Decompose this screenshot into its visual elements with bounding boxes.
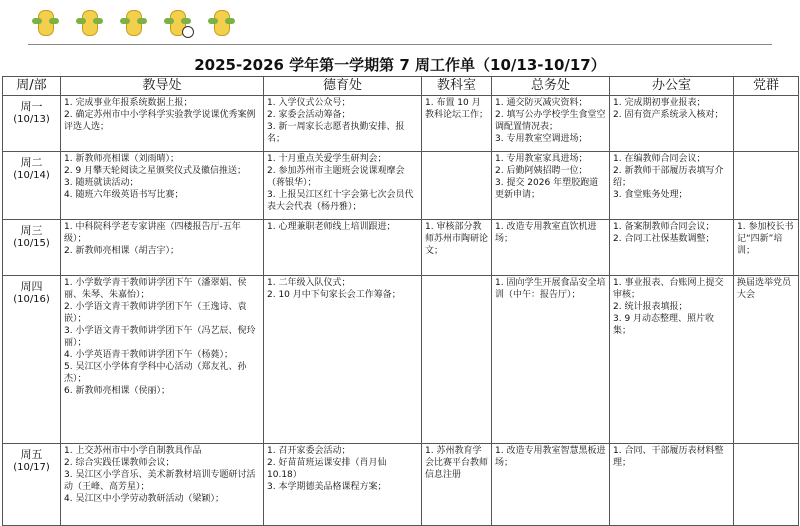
task-item: 2. 综合实践任课教师会议； [64,458,175,468]
task-cell [734,276,799,444]
task-item: 3. 9 月动态整理、照片收集； [613,314,715,336]
table-header-row [3,77,799,96]
task-cell [734,152,799,220]
task-item: 1. 通交防灭减灾资料； [495,98,588,108]
date-label: (10/14) [13,170,50,181]
table-row [3,276,799,444]
task-cell [264,276,422,444]
date-label: (10/17) [13,462,50,473]
task-item: 1. 参加校长书记“四新”培训； [737,222,794,256]
task-item: 3. 提交 2026 年塑胶跑道更新申请； [495,178,599,200]
task-cell [264,96,422,152]
task-item: 3. 小学语文青干教师讲学团下午（冯艺辰、倪玲丽）； [64,326,256,348]
task-item: 2. 新教师亮相课（胡吉宇）； [64,246,179,256]
header-rule [28,44,772,45]
task-item: 3. 吴江区小学音乐、美术新教材培训专题研讨活动（王峰、高芳星）； [64,470,256,492]
task-cell [492,152,610,220]
day-cell [3,444,61,526]
task-cell [61,96,264,152]
day-label: 周一 [20,100,43,113]
task-cell [610,220,734,276]
header-cell: 德育处 [264,77,422,96]
task-item: 1. 心理兼职老师线上培训跟进； [267,222,396,232]
task-item: 6. 新教师亮相课（侯丽）； [64,386,170,396]
task-item: 2. 10 月中下旬家长会工作筹备； [267,290,401,300]
task-cell [734,96,799,152]
task-item: 1. 小学数学青干教师讲学团下午（潘翠娟、侯丽、朱琴、朱嘉怡）； [64,278,247,300]
header-cell: 教科室 [422,77,492,96]
task-item: 2. 参加苏州市主题班会说课观摩会（蒋银华）； [267,166,405,188]
task-item: 换届选举党员大会 [737,278,792,300]
task-item: 1. 审核部分教师苏州市陶研论文； [425,222,489,256]
task-item: 2. 合同工社保基数调整； [613,234,715,244]
task-item: 2. 确定苏州市中小学科学实验教学说课优秀案例评选人选； [64,110,256,132]
task-item: 1. 改造专用教室直饮机进场； [495,222,597,244]
task-item: 4. 吴江区中小学劳动教研活动（梁颖）； [64,494,224,504]
task-cell [610,152,734,220]
task-cell [610,444,734,526]
task-cell [610,276,734,444]
mascot-figure [160,4,194,38]
day-cell [3,152,61,220]
page-title: 2025-2026 学年第一学期第 7 周工作单（10/13-10/17） [194,56,606,74]
task-item: 1. 专用教室家具进场； [495,154,588,164]
task-item: 3. 专用教室空调进场； [495,134,588,144]
header-cell: 办公室 [610,77,734,96]
task-cell [264,444,422,526]
task-cell [61,444,264,526]
task-item: 1. 在编教师合同会议； [613,154,706,164]
task-cell [61,276,264,444]
task-item: 1. 中科院科学老专家讲座（四楼报告厅-五年级）； [64,222,241,244]
task-cell [734,444,799,526]
task-cell [734,220,799,276]
task-cell [492,96,610,152]
task-item: 2. 固有资产系统录入核对； [613,110,724,120]
task-item: 1. 完成期初事业报表； [613,98,706,108]
task-item: 1. 入学仪式公众号； [267,98,351,108]
task-item: 1. 改造专用教室智慧黑板进场； [495,446,606,468]
mascot-banner [28,4,258,40]
task-item: 3. 随班就读活动； [64,178,139,188]
task-item: 1. 合同、干部履历表材料整理； [613,446,724,468]
task-item: 2. 后勤阿姨招聘一位； [495,166,588,176]
task-item: 1. 苏州教育学会比赛平台教师信息注册 [425,446,489,480]
task-item: 1. 召开家委会活动； [267,446,351,456]
task-item: 2. 9 月攀天轮阅读之星颁奖仪式及徽信推送； [64,166,247,176]
task-item: 3. 食堂账务处理； [613,190,688,200]
task-cell [264,220,422,276]
task-item: 1. 事业报表、台账网上提交审核； [613,278,724,300]
task-item: 2. 统计报表填报； [613,302,688,312]
task-cell [61,220,264,276]
date-label: (10/15) [13,238,50,249]
task-cell [61,152,264,220]
task-item: 1. 上交苏州市中小学自制教具作品 [64,446,202,456]
header-cell: 周/部 [3,77,61,96]
date-label: (10/13) [13,114,50,125]
mascot-figure [204,4,238,38]
table-row [3,220,799,276]
task-cell [492,444,610,526]
task-cell [422,444,492,526]
day-cell [3,220,61,276]
header-cell: 总务处 [492,77,610,96]
task-item: 1. 完成事业年报系统数据上报； [64,98,193,108]
day-label: 周二 [20,156,43,169]
task-item: 2. 小学语文青干教师讲学团下午（王逸诗、袁嵌）； [64,302,247,324]
day-cell [3,276,61,444]
task-cell [264,152,422,220]
task-item: 2. 新教师干部履历表填写介绍； [613,166,724,188]
task-cell [422,96,492,152]
day-label: 周四 [20,280,43,293]
task-item: 1. 备案制教师合同会议； [613,222,715,232]
task-item: 2. 家委会活动筹备； [267,110,351,120]
task-item: 1. 十月重点关爱学生研判会； [267,154,387,164]
task-cell [492,276,610,444]
task-item: 5. 吴江区小学体育学科中心活动（郑友礼、孙杰）； [64,362,247,384]
table-row [3,96,799,152]
header-cell: 党群 [734,77,799,96]
task-cell [422,220,492,276]
date-label: (10/16) [13,294,50,305]
header-cell: 教导处 [61,77,264,96]
day-cell [3,96,61,152]
task-item: 2. 填写公办学校学生食堂空调配置情况表； [495,110,606,132]
table-row [3,444,799,526]
day-label: 周五 [20,448,43,461]
task-item: 3. 新一周家长志愿者执勤安排、报名； [267,122,405,144]
task-cell [492,220,610,276]
task-item: 2. 好苗苗班运课安排（肖月仙 10.18） [267,458,387,480]
mascot-figure [28,4,62,38]
task-item: 1. 新教师亮相课（刘雨晴）； [64,154,179,164]
task-cell [610,96,734,152]
task-item: 4. 小学英语青干教师讲学团下午（杨蕤）； [64,350,233,360]
mascot-figure [72,4,106,38]
task-item: 1. 二年级入队仪式； [267,278,351,288]
task-item: 3. 本学期德美品格课程方案； [267,482,387,492]
work-schedule-table [2,76,799,526]
task-item: 3. 上报吴江区红十字会第七次会员代表大会代表（杨丹雅）； [267,190,414,212]
task-item: 1. 固向学生开展食品安全培训（中午：报告厅）； [495,278,606,300]
task-item: 1. 布置 10 月教科论坛工作； [425,98,489,120]
mascot-figure [116,4,150,38]
task-item: 4. 随班六年级英语书写比赛； [64,190,184,200]
day-label: 周三 [20,224,43,237]
task-cell [422,152,492,220]
table-row [3,152,799,220]
task-cell [422,276,492,444]
